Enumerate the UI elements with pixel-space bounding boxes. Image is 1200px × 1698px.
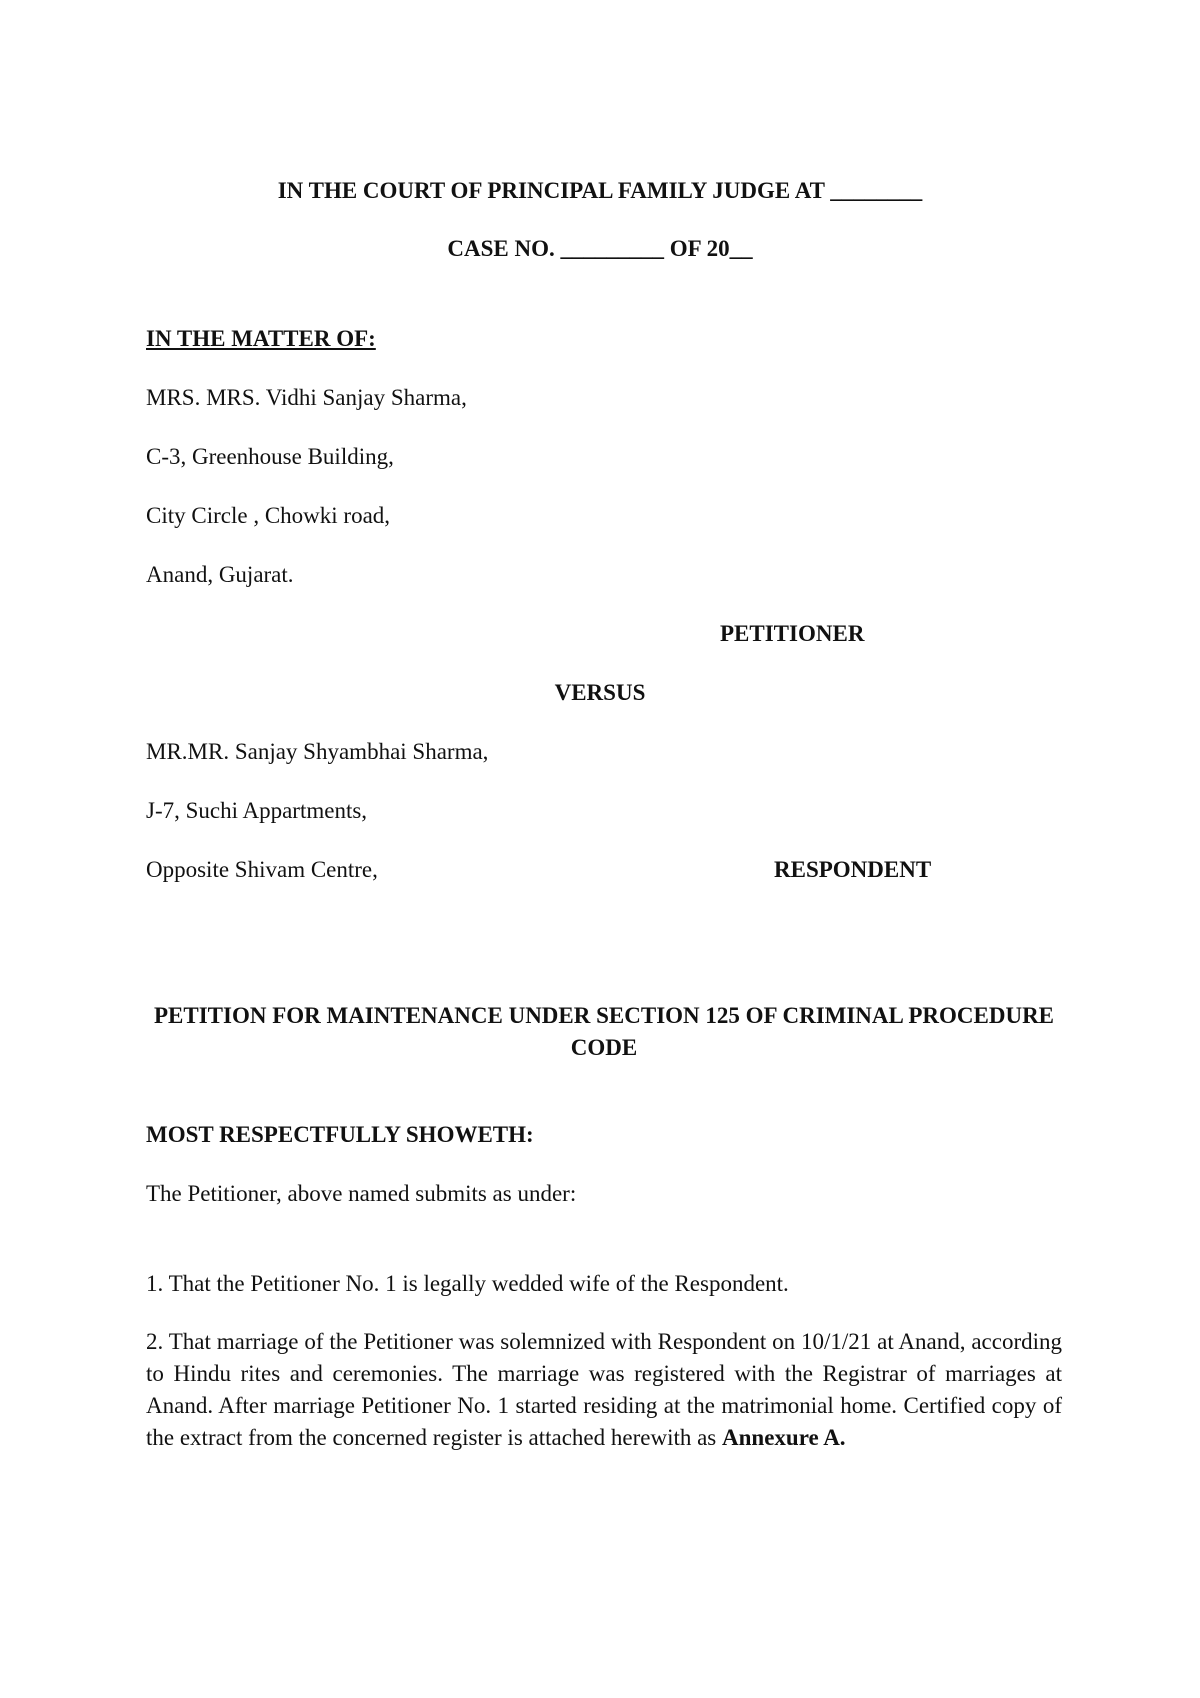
point-1: 1. That the Petitioner No. 1 is legally wedded wife of the Respondent. (146, 1271, 789, 1296)
point-2 (146, 1326, 1062, 1454)
respondent-address-line-2: Opposite Shivam Centre, (146, 857, 378, 882)
respondent-label: RESPONDENT (774, 857, 932, 882)
respondent-name: MR.MR. Sanjay Shyambhai Sharma, (146, 739, 489, 764)
petitioner-address-line-3: Anand, Gujarat. (146, 562, 294, 587)
annexure-ref: Annexure A. (722, 1425, 846, 1450)
point-2-text: 2. That marriage of the Petitioner was solemnized with Respondent on 10/1/21 at Anand, according to Hindu rites and ceremonies. The marriage was registered with the Registrar of marriages at Anand. After marriage Petitioner No. 1 started residing at the matrimonial home. Certified copy of the extract from the concerned register is attached herewith as (146, 1329, 1062, 1450)
petitioner-address-line-1: C-3, Greenhouse Building, (146, 444, 394, 469)
petitioner-address-line-2: City Circle , Chowki road, (146, 503, 391, 528)
petition-title: PETITION FOR MAINTENANCE UNDER SECTION 125 OF CRIMINAL PROCEDURE CODE (153, 1003, 1055, 1060)
matter-heading: IN THE MATTER OF: (146, 326, 376, 351)
case-number: CASE NO. _________ OF 20__ (447, 236, 753, 261)
petitioner-name: MRS. MRS. Vidhi Sanjay Sharma, (146, 385, 467, 410)
showeth-heading: MOST RESPECTFULLY SHOWETH: (146, 1122, 534, 1147)
court-heading: IN THE COURT OF PRINCIPAL FAMILY JUDGE AT ________ (277, 178, 923, 203)
petitioner-label: PETITIONER (720, 621, 865, 646)
respondent-address-line-1: J-7, Suchi Appartments, (146, 798, 368, 823)
versus-label: VERSUS (554, 680, 646, 705)
intro-text: The Petitioner, above named submits as under: (146, 1181, 577, 1206)
